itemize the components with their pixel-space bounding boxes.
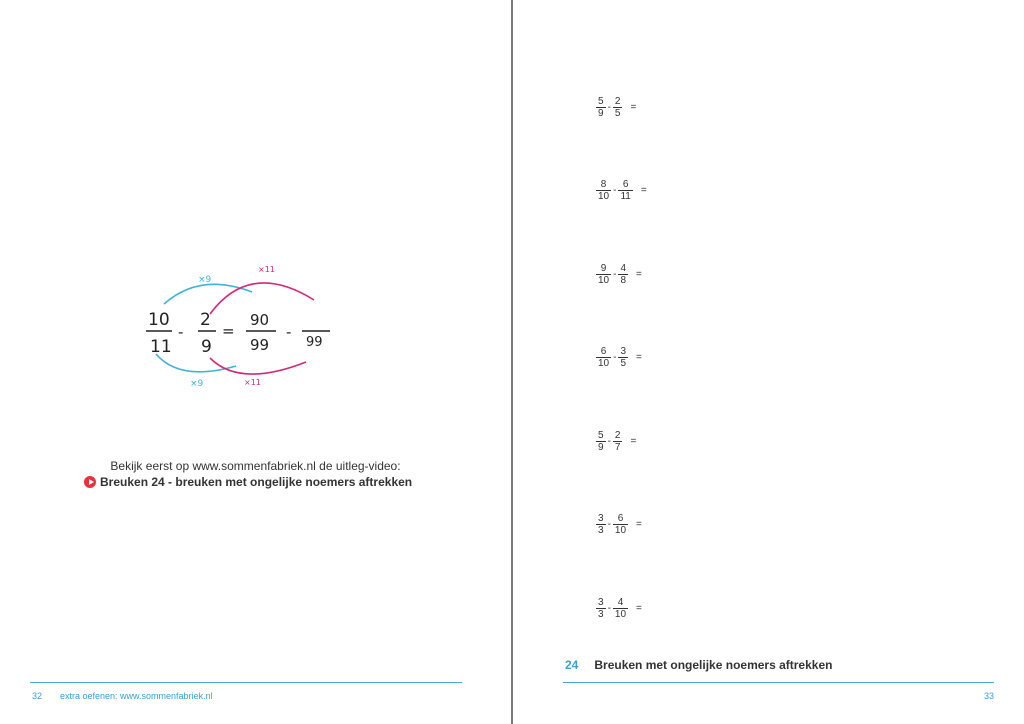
numerator: 3	[620, 346, 627, 357]
example-minus-2: -	[286, 323, 292, 341]
minus-sign: -	[613, 269, 617, 280]
numerator: 9	[600, 263, 607, 274]
numerator: 8	[600, 179, 607, 190]
top-blue-label: ×9	[198, 275, 212, 285]
minus-sign: -	[607, 102, 611, 113]
minus-sign: -	[607, 519, 611, 530]
fraction-a	[596, 179, 611, 202]
denominator: 5	[614, 108, 621, 119]
numerator: 2	[614, 430, 621, 441]
equals-sign: =	[640, 185, 647, 196]
fraction-b	[618, 179, 632, 202]
exercise-row	[596, 263, 642, 286]
top-pink-arc	[210, 283, 314, 314]
fraction-a	[596, 513, 606, 536]
example-f2-denominator: 9	[201, 337, 212, 357]
chapter-number: 24	[565, 658, 579, 672]
denominator: 5	[620, 358, 627, 369]
denominator: 10	[598, 358, 610, 369]
footer-website-text: extra oefenen: www.sommenfabriek.nl	[60, 691, 213, 701]
numerator: 3	[598, 513, 604, 524]
minus-sign: -	[613, 185, 617, 196]
page-left	[0, 0, 511, 724]
numerator: 6	[600, 346, 607, 357]
equals-sign: =	[636, 352, 642, 363]
minus-sign: -	[607, 603, 611, 614]
fraction-b	[618, 346, 628, 369]
example-f2-numerator: 2	[200, 310, 211, 330]
numerator: 5	[598, 96, 604, 107]
minus-sign: -	[613, 352, 617, 363]
numerator: 5	[598, 430, 604, 441]
fraction-b	[613, 597, 628, 620]
page-number-left: 32	[32, 691, 43, 701]
bottom-blue-label: ×9	[190, 379, 204, 389]
denominator: 10	[598, 191, 610, 202]
exercise-row	[596, 179, 647, 202]
denominator: 3	[598, 609, 604, 620]
exercise-row	[596, 597, 642, 620]
denominator: 11	[620, 191, 631, 202]
example-f1-numerator: 10	[148, 310, 170, 330]
numerator: 6	[617, 513, 624, 524]
denominator: 7	[614, 442, 621, 453]
footer-rule-right	[563, 682, 994, 683]
bottom-pink-label: ×11	[244, 378, 261, 387]
exercise-row	[596, 430, 636, 453]
denominator: 3	[598, 525, 604, 536]
example-r2-denominator: 99	[306, 335, 323, 350]
example-r1-denominator: 99	[250, 336, 270, 354]
numerator: 3	[598, 597, 604, 608]
example-minus-1: -	[178, 323, 184, 341]
exercise-row	[596, 96, 636, 119]
exercise-row	[596, 346, 642, 369]
fraction-a	[596, 597, 606, 620]
fraction-a	[596, 430, 606, 453]
denominator: 9	[598, 442, 604, 453]
video-intro-text: Bekijk eerst op www.sommenfabriek.nl de uitleg-video:	[110, 459, 401, 473]
example-equals: =	[222, 322, 235, 340]
handwritten-example	[140, 262, 340, 392]
video-link[interactable]	[84, 475, 412, 489]
minus-sign: -	[607, 436, 611, 447]
exercise-row	[596, 513, 642, 536]
fraction-a	[596, 263, 611, 286]
equals-sign: =	[636, 269, 642, 280]
chapter-heading	[565, 658, 832, 672]
equals-sign: =	[636, 603, 642, 614]
fraction-b	[613, 96, 623, 119]
numerator: 2	[614, 96, 621, 107]
example-r1-numerator: 90	[250, 311, 270, 329]
top-pink-label: ×11	[258, 265, 275, 274]
equals-sign: =	[630, 436, 637, 447]
bottom-pink-arc	[210, 358, 306, 374]
fraction-b	[613, 513, 628, 536]
chapter-title: Breuken met ongelijke noemers aftrekken	[594, 658, 833, 672]
denominator: 8	[620, 275, 627, 286]
page-number-right: 33	[984, 691, 995, 701]
fraction-a	[596, 346, 611, 369]
video-link-label[interactable]: Breuken 24 - breuken met ongelijke noemers aftrekken	[100, 475, 413, 489]
footer-rule-left	[30, 682, 462, 683]
fraction-a	[596, 96, 606, 119]
fraction-b	[618, 263, 628, 286]
denominator: 10	[598, 275, 610, 286]
denominator: 9	[598, 108, 604, 119]
play-icon[interactable]	[84, 476, 96, 488]
fraction-b	[613, 430, 623, 453]
numerator: 4	[620, 263, 627, 274]
equals-sign: =	[636, 519, 642, 530]
numerator: 4	[617, 597, 624, 608]
equals-sign: =	[630, 102, 637, 113]
denominator: 10	[614, 525, 627, 536]
example-f1-denominator: 11	[150, 337, 172, 357]
denominator: 10	[614, 609, 627, 620]
example-drawing	[140, 262, 340, 392]
top-blue-arc	[164, 284, 252, 304]
numerator: 6	[622, 179, 629, 190]
page-right	[513, 0, 1024, 724]
